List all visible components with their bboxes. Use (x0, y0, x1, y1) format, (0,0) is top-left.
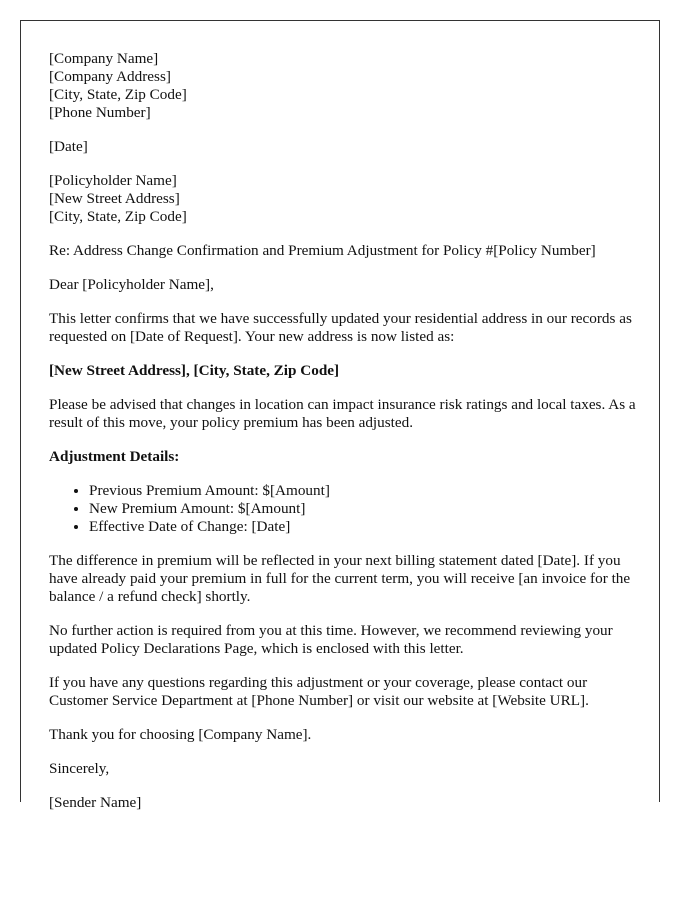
detail-previous-premium: • Previous Premium Amount: $[Amount] (89, 482, 639, 500)
paragraph-billing: The difference in premium will be reflected in your next billing statement dated [Date]. If you have already paid your premium in full for the current term, you will receive [an invoice for the balance / a refund check] shortly. (49, 552, 631, 605)
closing: Sincerely, (49, 760, 110, 777)
salutation: Dear [Policyholder Name], (49, 276, 214, 293)
company-address: [Company Address] (49, 68, 171, 85)
adjustment-details-heading: Adjustment Details: (49, 448, 180, 465)
signature-name: [Sender Name] (49, 794, 142, 811)
sender-address-block (49, 50, 639, 122)
company-name: [Company Name] (49, 50, 159, 67)
adjustment-details-list (49, 482, 639, 536)
recipient-address-block (49, 172, 639, 226)
letter-date: [Date] (49, 138, 88, 155)
policyholder-name: [Policyholder Name] (49, 172, 177, 189)
paragraph-confirmation: This letter confirms that we have successfully updated your residential address in our records as requested on [Date of Request]. Your new address is now listed as: (49, 310, 632, 345)
letter-content (49, 50, 639, 828)
paragraph-no-action: No further action is required from you at this time. However, we recommend reviewing your updated Policy Declarations Page, which is enclosed with this letter. (49, 622, 613, 657)
company-city-state-zip: [City, State, Zip Code] (49, 86, 187, 103)
company-phone: [Phone Number] (49, 104, 151, 121)
paragraph-thanks: Thank you for choosing [Company Name]. (49, 726, 312, 743)
subject-line: Re: Address Change Confirmation and Premium Adjustment for Policy #[Policy Number] (49, 242, 596, 259)
new-address-highlight: [New Street Address], [City, State, Zip Code] (49, 362, 340, 379)
paragraph-advisory: Please be advised that changes in location can impact insurance risk ratings and local taxes. As a result of this move, your policy premium has been adjusted. (49, 396, 636, 431)
policyholder-street: [New Street Address] (49, 190, 180, 207)
detail-effective-date: • Effective Date of Change: [Date] (89, 518, 639, 536)
detail-new-premium: • New Premium Amount: $[Amount] (89, 500, 639, 518)
policyholder-city-state-zip: [City, State, Zip Code] (49, 208, 187, 225)
paragraph-contact: If you have any questions regarding this adjustment or your coverage, please contact our Customer Service Department at [Phone Number] or visit our website at [Website URL]. (49, 674, 589, 709)
letter-page (20, 20, 660, 811)
